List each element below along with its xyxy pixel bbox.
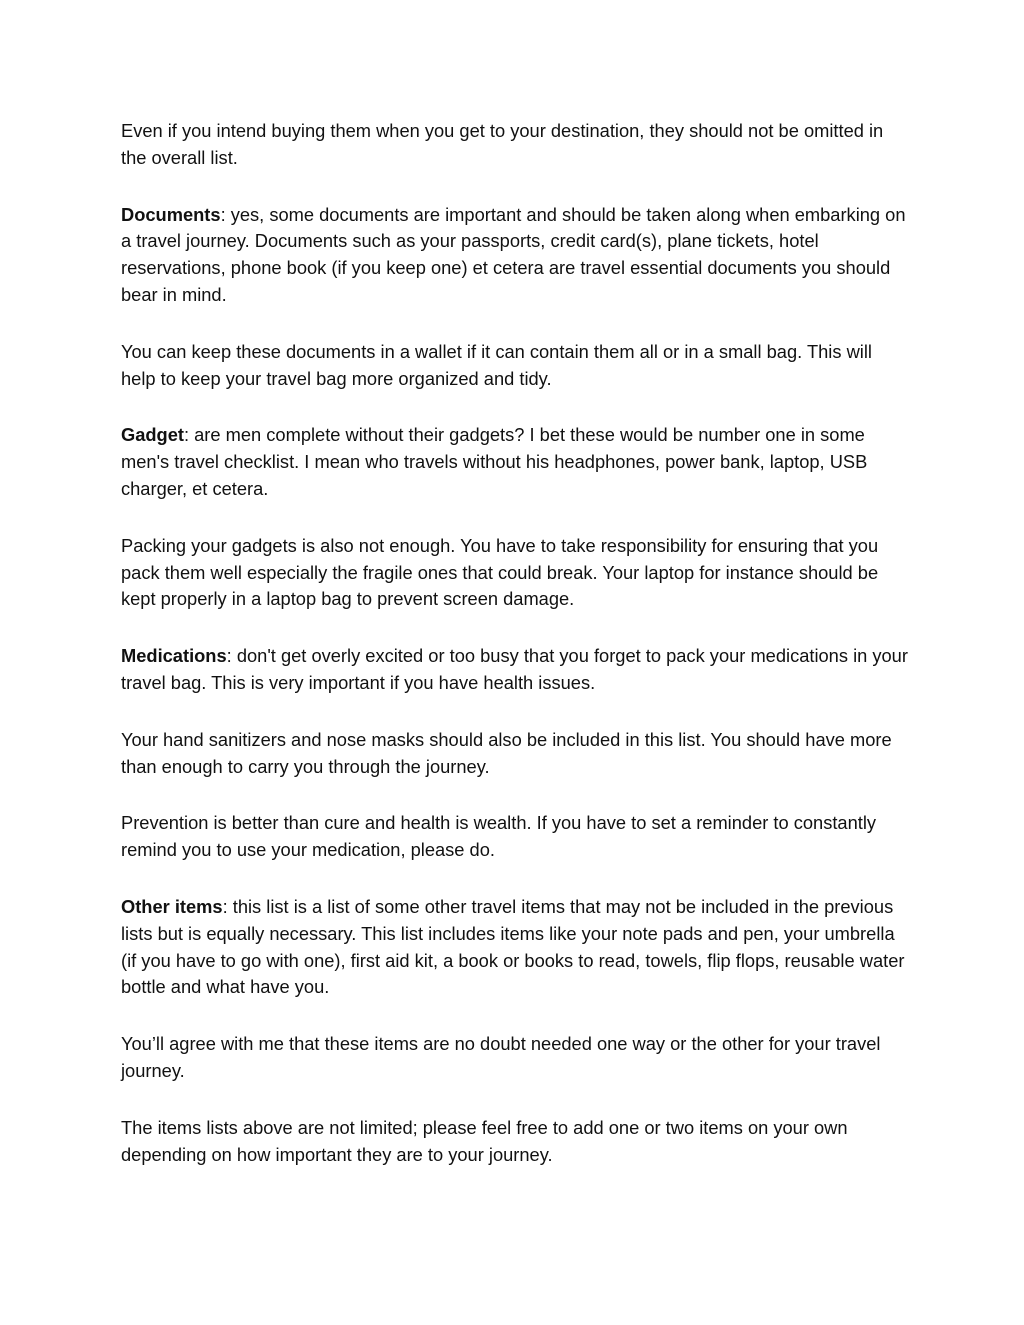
paragraph-text: Prevention is better than cure and health is wealth. If you have to set a reminder to constantly remind you to use your medication, please do. bbox=[121, 812, 877, 861]
paragraph-heading: Other items bbox=[121, 895, 223, 917]
paragraph-heading: Medications bbox=[121, 645, 227, 667]
paragraph-agreement bbox=[121, 1031, 911, 1085]
paragraph-documents bbox=[121, 202, 911, 309]
paragraph-text: : don't get overly excited or too busy that you forget to pack your medications in your travel bag. This is very important if you have health issues. bbox=[121, 645, 908, 693]
paragraph-text: You’ll agree with me that these items are no doubt needed one way or the other for your travel journey. bbox=[121, 1033, 881, 1081]
paragraph-heading: Documents bbox=[121, 203, 221, 225]
paragraph-prevention bbox=[121, 810, 911, 864]
paragraph-text: The items lists above are not limited; please feel free to add one or two items on your own depending on how important they are to your journey. bbox=[121, 1116, 848, 1165]
paragraph-text: : yes, some documents are important and should be taken along when embarking on a travel journey. Documents such as your passports, credit card(s), plane tickets, hotel reservations, phone book (if you keep one) et cetera are travel essential documents you should bear in mind. bbox=[121, 203, 906, 305]
paragraph-text: Even if you intend buying them when you get to your destination, they should not be omitted in the overall list. bbox=[121, 120, 884, 168]
paragraph-text: : are men complete without their gadgets? I bet these would be number one in some men's travel checklist. I mean who travels without his headphones, power bank, laptop, USB charger, et cetera. bbox=[121, 424, 868, 499]
paragraph-heading: Gadget bbox=[121, 424, 184, 446]
document-body bbox=[121, 118, 911, 1198]
paragraph-text: : this list is a list of some other travel items that may not be included in the previous lists but is equally necessary. This list includes items like your note pads and pen, your umbrella (if you have to go with one), first aid kit, a book or books to read, towels, flip flops, reusable water bottle and what have you. bbox=[121, 895, 905, 998]
paragraph-documents-storage bbox=[121, 339, 911, 393]
paragraph-closing bbox=[121, 1115, 911, 1169]
paragraph-intro bbox=[121, 118, 911, 172]
paragraph-text: Your hand sanitizers and nose masks should also be included in this list. You should have more than enough to carry you through the journey. bbox=[121, 728, 892, 777]
paragraph-gadget-packing bbox=[121, 533, 911, 613]
paragraph-medications bbox=[121, 643, 911, 697]
paragraph-text: You can keep these documents in a wallet if it can contain them all or in a small bag. This will help to keep your travel bag more organized and tidy. bbox=[121, 340, 872, 389]
paragraph-text: Packing your gadgets is also not enough. You have to take responsibility for ensuring that you pack them well especially the fragile ones that could break. Your laptop for instance should be kept properly in a laptop bag to prevent screen damage. bbox=[121, 534, 879, 610]
paragraph-other-items bbox=[121, 894, 911, 1001]
paragraph-sanitizers bbox=[121, 727, 911, 781]
paragraph-gadget bbox=[121, 422, 911, 502]
